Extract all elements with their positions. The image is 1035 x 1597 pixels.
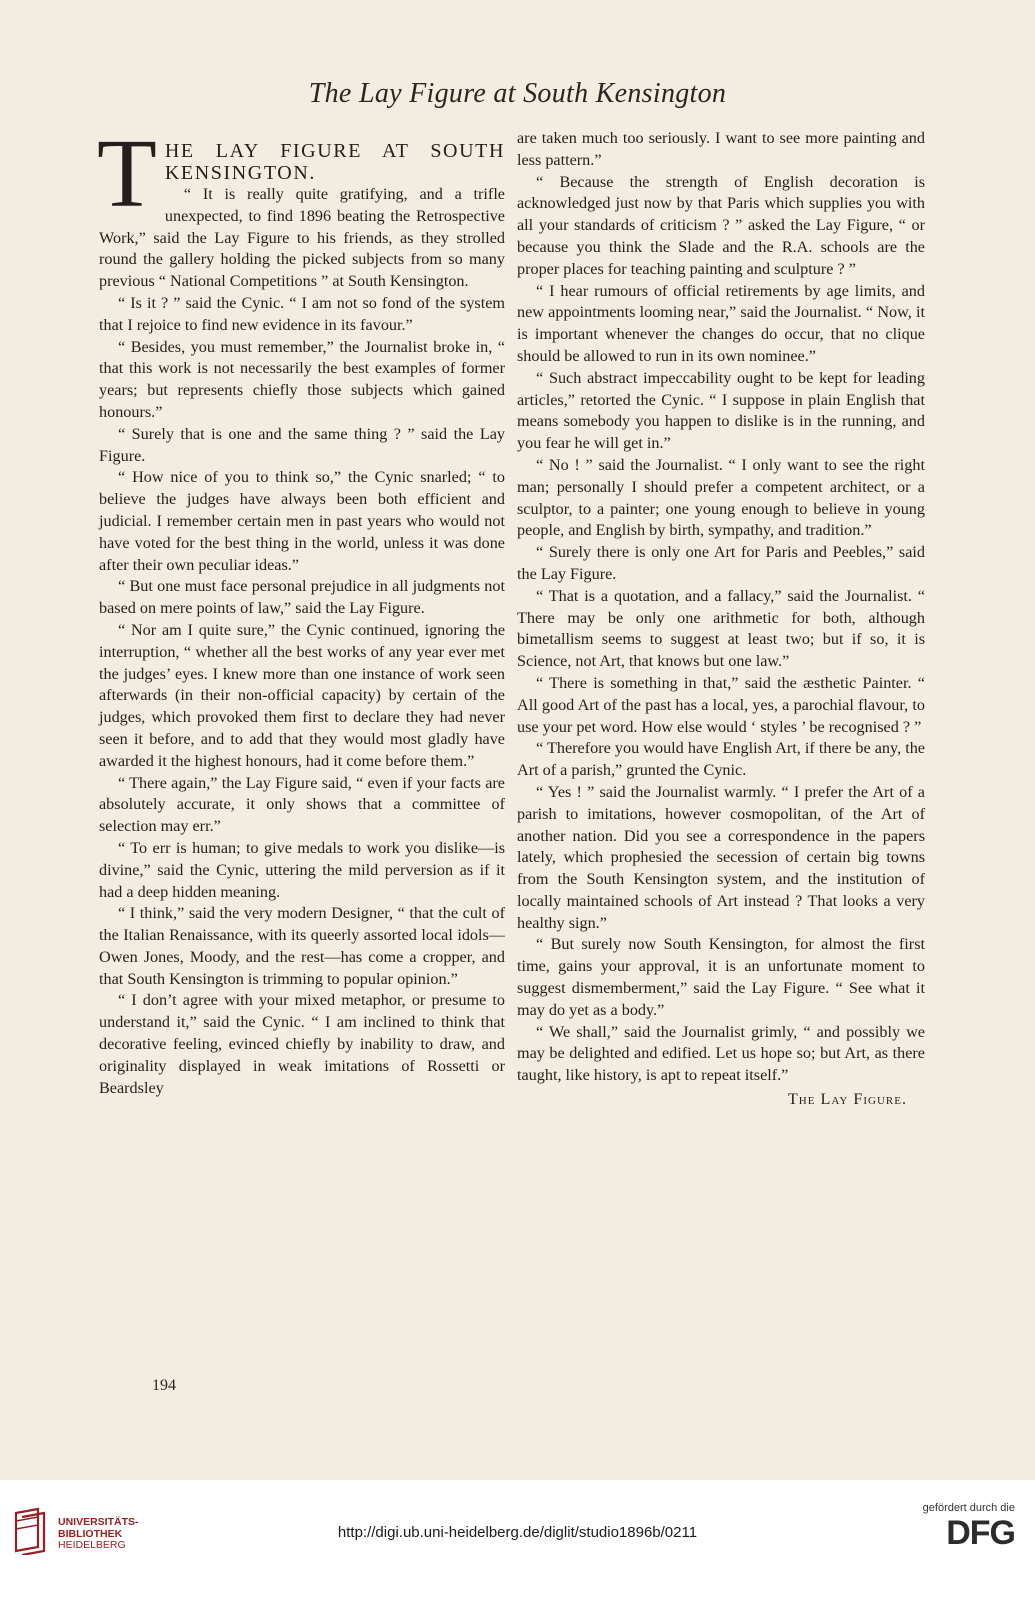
library-name-line-1: UNIVERSITÄTS- — [58, 1516, 139, 1528]
left-paragraph: “ But one must face personal prejudice in all judgments not based on mere points of law,” said the Lay Figure. — [99, 577, 505, 618]
left-paragraph: “ Surely that is one and the same thing ? ” said the Lay Figure. — [99, 424, 505, 465]
running-head: The Lay Figure at South Kensington — [308, 78, 727, 109]
right-paragraph: “ There is something in that,” said the æsthetic Painter. “ All good Art of the past has a local, yes, a parochial flavour, to use your pet word. How else would ‘ styles ’ be recognised ? ” — [517, 673, 925, 736]
library-name-line-2: BIBLIOTHEK — [58, 1527, 123, 1540]
dfg-logo: DFG — [946, 1514, 1015, 1552]
left-paragraph: “ Besides, you must remember,” the Journalist broke in, “ that this work is not necessarily the best examples of former years; but represents chiefly those subjects which gained honours.” — [99, 337, 505, 421]
left-paragraph: “ Is it ? ” said the Cynic. “ I am not so fond of the system that I rejoice to find new evidence in its favour.” — [99, 293, 505, 334]
right-paragraph: “ No ! ” said the Journalist. “ I only want to see the right man; personally I should prefer a competent architect, or a sculptor, to a painter; one young enough to believe in young people, and English by birth, sympathy, and tradition.” — [517, 455, 925, 540]
drop-cap: T — [97, 120, 157, 228]
left-paragraph: “ I think,” said the very modern Designer, “ that the cult of the Italian Renaissance, with its queerly assorted local idols—Owen Jones, Moody, and the rest—has come a cropper, and that South Kensington is trimming to popular opinion.” — [99, 904, 505, 988]
digitization-footer — [0, 1480, 1035, 1597]
page-number: 194 — [152, 1377, 176, 1394]
right-paragraph: “ Yes ! ” said the Journalist warmly. “ I prefer the Art of a parish to imitations, however cosmopolitan, of the Art of another nation. Did you see a correspondence in the papers lately, which prophesied the secession of certain big towns from the South Kensington system, and the institution of locally maintained schools of Art instead ? That looks a very healthy sign.” — [517, 782, 925, 932]
continued-paragraph: are taken much too seriously. I want to see more painting and less pattern.” — [517, 129, 925, 169]
right-paragraph: “ Therefore you would have English Art, if there be any, the Art of a parish,” grunted the Cynic. — [517, 739, 925, 780]
right-paragraph: “ We shall,” said the Journalist grimly, “ and possibly we may be delighted and edified. Let us hope so; but Art, as there taught, like history, is apt to repeat itself.” — [517, 1022, 925, 1085]
right-paragraph: “ That is a quotation, and a fallacy,” said the Journalist. “ There may be only one arithmetic for both, although bimetallism seems to suggest at least two; but if so, it is Science, not Art, that knows but one law.” — [517, 586, 925, 671]
left-paragraphs — [99, 184, 505, 1099]
right-paragraph: “ Because the strength of English decoration is acknowledged just now by that Paris which supplies you with all your standards of criticism ? ” asked the Lay Figure, “ or because you think the Slade and the R.A. schools are the proper places for teaching painting and sculpture ? ” — [517, 172, 925, 278]
library-name-line-3: HEIDELBERG — [58, 1539, 126, 1551]
left-paragraph: “ There again,” the Lay Figure said, “ even if your facts are absolutely accurate, it only shows that a committee of selection may err.” — [99, 773, 505, 836]
right-column — [517, 128, 925, 1111]
permalink-url[interactable]: http://digi.ub.uni-heidelberg.de/diglit/studio1896b/0211 — [337, 1524, 698, 1541]
left-paragraph: “ How nice of you to think so,” the Cynic snarled; “ to believe the judges have always been both efficient and judicial. I remember certain men in past years who would not have voted for the best thing in the world, unless it was done after their own peculiar ideas.” — [99, 468, 505, 574]
funding-badge[interactable] — [923, 1502, 1015, 1550]
signature: The Lay Figure. — [787, 1090, 907, 1109]
right-paragraph: “ I hear rumours of official retirements by age limits, and new appointments looming near,” said the Journalist. “ Now, it is important whenever the changes do occur, that no clique should be allowed to run in its own nominee.” — [517, 281, 925, 365]
left-paragraph: “ It is really quite gratifying, and a trifle unexpected, to find 1896 beating the Retrospective Work,” said the Lay Figure to his friends, as they strolled round the gallery holding the picked subjects from so many previous “ National Competitions ” at South Kensington. — [99, 185, 505, 291]
article-title: HE LAY FIGURE AT SOUTH KENSINGTON. — [164, 140, 505, 184]
funding-caption: gefördert durch die — [922, 1502, 1015, 1514]
right-paragraph: “ Such abstract impeccability ought to be kept for leading articles,” retorted the Cynic. “ I suppose in plain English that means somebody you happen to dislike is in the running, and you fear he will get in.” — [517, 368, 925, 453]
left-column — [97, 120, 505, 1099]
right-paragraph: “ Surely there is only one Art for Paris and Peebles,” said the Lay Figure. — [517, 543, 925, 583]
article-headline — [97, 120, 505, 228]
right-paragraph: “ But surely now South Kensington, for almost the first time, gains your approval, it is an unfortunate moment to suggest dismemberment,” said the Lay Figure. “ See what it may do yet as a body.” — [517, 935, 925, 1019]
left-paragraph: “ I don’t agree with your mixed metaphor, or presume to understand it,” said the Cynic. “ I am inclined to think that decorative feeling, evinced chiefly by inability to draw, and originality displayed in weak imitations of Rossetti or Beardsley — [99, 991, 505, 1097]
left-paragraph: “ Nor am I quite sure,” the Cynic continued, ignoring the interruption, “ whether all the best works of any year ever met the judges’ eyes. I knew more than one instance of work seen afterwards (in their non-official capacity) by certain of the judges, which provoked them first to declare they had never seen it before, and to add that they would most gladly have awarded it the highest honours, had it come before them.” — [99, 620, 505, 770]
right-paragraphs — [517, 172, 925, 1087]
left-paragraph: “ To err is human; to give medals to work you dislike—is divine,” said the Cynic, uttering the mild perversion as if it had a deep hidden meaning. — [99, 838, 505, 901]
